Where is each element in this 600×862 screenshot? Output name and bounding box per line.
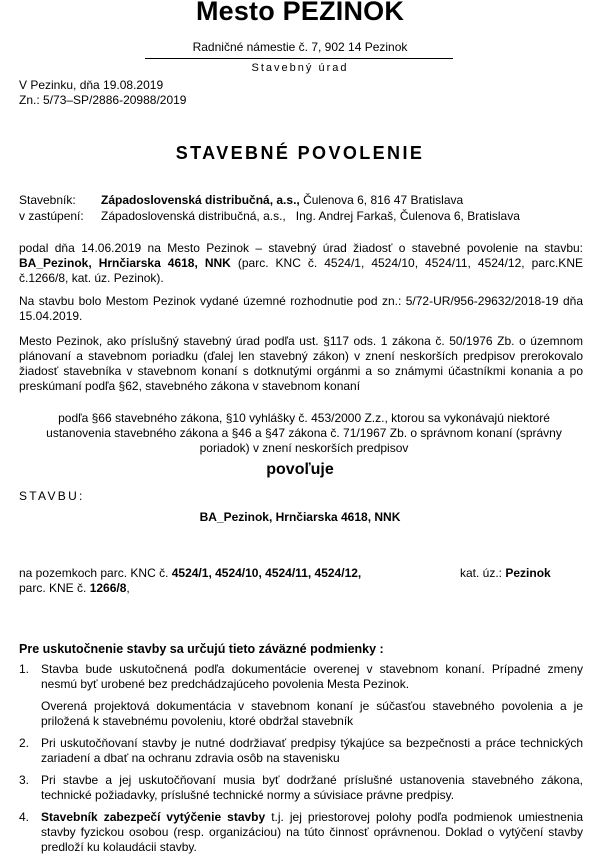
parties-block xyxy=(19,192,589,224)
parcel-kne-suffix: , xyxy=(126,581,130,595)
condition-number: 4. xyxy=(19,810,30,824)
document-title: STAVEBNÉ POVOLENIE xyxy=(175,143,425,163)
condition-rest: t.j. jej priestorovej polohy podľa podmienok umiestnenia stavby fyzickou osobou (resp. organizáciou) na túto činnosť oprávnenou. Doklad o vytýčení stavby predloží ku kolaudácii stavby. xyxy=(41,810,583,854)
parcel-kne-number: 1266/8 xyxy=(89,581,127,595)
parcel-kne-prefix: parc. KNE č. xyxy=(19,581,90,595)
municipality-address: Radničné námestie č. 7, 902 14 Pezinok xyxy=(192,40,408,54)
reference-number: Zn.: 5/73–SP/2886-20988/2019 xyxy=(19,93,187,107)
municipality-title: Mesto PEZINOK xyxy=(195,0,405,26)
application-paragraph xyxy=(19,241,583,286)
cadastral-value: Pezinok xyxy=(505,566,551,580)
condition-item xyxy=(19,736,583,766)
parcel-prefix: na pozemkoch parc. KNC č. xyxy=(19,566,172,580)
condition-text: Pri stavbe a jej uskutočňovaní musia byť dodržané príslušné ustanovenia stavebného zákona, technické požiadavky, príslušné technické normy a súvisiace právne predpisy. xyxy=(41,773,583,802)
condition-text xyxy=(41,810,583,855)
parcel-line-1 xyxy=(19,566,583,581)
application-text-start: podal dňa 14.06.2019 na Mesto Pezinok – stavebný úrad žiadosť o stavebné povolenie na stavbu: xyxy=(19,241,583,255)
conditions-heading: Pre uskutočnenie stavby sa určujú tieto záväzné podmienky : xyxy=(19,642,384,656)
representative-row xyxy=(19,208,589,224)
place-date: V Pezinku, dňa 19.08.2019 xyxy=(19,78,164,92)
application-project-name: BA_Pezinok, Hrnčiarska 4618, NNK xyxy=(19,256,231,270)
conditions-list xyxy=(19,662,583,862)
condition-item xyxy=(19,773,583,803)
header-divider xyxy=(145,58,453,59)
document-meta xyxy=(19,78,186,108)
zoning-paragraph: Na stavbu bolo Mestom Pezinok vydané územné rozhodnutie pod zn.: 5/72-UR/956-29632/2018-19 dňa 15.04.2019. xyxy=(19,294,583,323)
office-name: Stavebný úrad xyxy=(251,62,349,74)
builder-name: Západoslovenská distribučná, a.s., xyxy=(101,193,300,207)
builder-row xyxy=(19,192,589,208)
condition-item xyxy=(19,810,583,855)
parcel-block xyxy=(19,566,583,596)
builder-address: Čulenova 6, 816 47 Bratislava xyxy=(299,193,464,207)
legal-basis-paragraph: podľa §66 stavebného zákona, §10 vyhlášky č. 453/2000 Z.z., ktorou sa vykonávajú niektoré ustanovenia stavebného zákona a §46 a §47 zákona č. 71/1967 Zb. o správnom konaní (správny poriadok) v znení neskorších predpisov xyxy=(46,411,562,455)
condition-text: Stavba bude uskutočnená podľa dokumentácie overenej v stavebnom konaní. Prípadné zmeny nesmú byť urobené bez predchádzajúceho povolenia Mesta Pezinok. xyxy=(41,662,583,691)
representative-label: v zastúpení: xyxy=(19,209,84,223)
condition-item xyxy=(19,662,583,729)
condition-number: 2. xyxy=(19,736,30,750)
cadastral-label: kat. úz.: xyxy=(460,566,506,580)
procedure-paragraph: Mesto Pezinok, ako príslušný stavebný úrad podľa ust. §117 ods. 1 zákona č. 50/1976 Zb. o územnom plánovaní a stavebnom poriadku (ďalej len stavebný zákon) v znení neskorších predpisov prerokovalo žiadosť stavebníka v stavebnom konaní s dotknutými orgánmi a so známymi účastníkmi konania a po preskúmaní podľa §62, stavebného zákona v stavebnom konaní xyxy=(19,334,583,393)
cadastral-area xyxy=(460,566,551,581)
decision-heading: povoľuje xyxy=(266,461,334,478)
builder-label: Stavebník: xyxy=(19,193,76,207)
project-name: BA_Pezinok, Hrnčiarska 4618, NNK xyxy=(199,510,401,524)
condition-number: 1. xyxy=(19,662,30,676)
condition-bold-lead: Stavebník zabezpečí vytýčenie stavby xyxy=(41,810,266,824)
parcel-line-2 xyxy=(19,581,583,596)
condition-text: Pri uskutočňovaní stavby je nutné dodržiavať predpisy týkajúce sa bezpečnosti a práce technických zariadení a dbať na ochranu zdravia osôb na stavenisku xyxy=(41,736,583,765)
parcel-knc-numbers: 4524/1, 4524/10, 4524/11, 4524/12, xyxy=(171,566,362,580)
representative-text: Západoslovenská distribučná, a.s., Ing. Andrej Farkaš, Čulenova 6, Bratislava xyxy=(101,209,520,223)
stavbu-label: STAVBU: xyxy=(19,489,85,503)
condition-subtext: Overená projektová dokumentácia v stavebnom konaní je súčasťou stavebného povolenia a je priložená k stavebnému povoleniu, ktoré obdržal stavebník xyxy=(41,699,583,728)
condition-number: 3. xyxy=(19,773,30,787)
application-text-end: (parc. KNC č. 4524/1, 4524/10, 4524/11, 4524/12, parc.KNE č.1266/8, kat. úz. Pezinok). xyxy=(19,256,583,285)
